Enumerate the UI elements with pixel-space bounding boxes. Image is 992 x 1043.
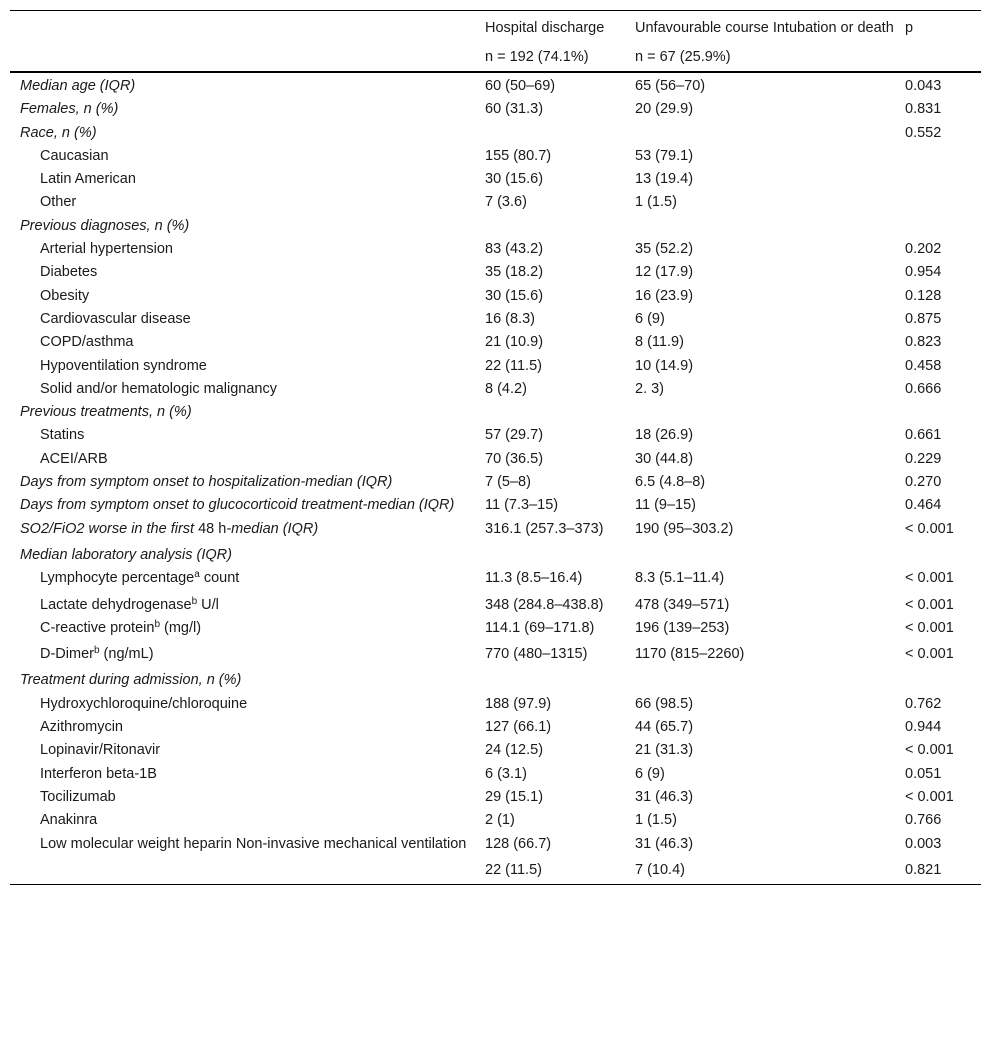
value-unfavourable: 11 (9–15) <box>635 497 696 514</box>
p-value: 0.821 <box>895 856 981 885</box>
row-label <box>10 591 475 617</box>
table-row <box>10 471 981 494</box>
value-unfavourable: 13 (19.4) <box>635 171 694 188</box>
value-unfavourable: 30 (44.8) <box>635 450 694 467</box>
value-unfavourable: 8.3 (5.1–11.4) <box>635 570 725 587</box>
value-unfavourable: 31 (46.3) <box>635 835 694 852</box>
value-discharge: 11.3 (8.5–16.4) <box>485 570 583 587</box>
value-unfavourable: 478 (349–571) <box>635 596 730 613</box>
table-row <box>10 786 981 809</box>
p-value: 0.823 <box>905 334 942 351</box>
header-unfavourable-course: Unfavourable course Intubation or death <box>625 11 895 39</box>
table-row <box>10 355 981 378</box>
p-value: < 0.001 <box>905 570 954 587</box>
row-label: Azithromycin <box>40 719 123 736</box>
value-unfavourable: 1170 (815–2260) <box>635 646 745 663</box>
value-unfavourable: 65 (56–70) <box>635 78 706 94</box>
table-row <box>10 617 981 640</box>
header-hospital-discharge: Hospital discharge <box>475 11 625 39</box>
p-value: < 0.001 <box>905 788 954 805</box>
p-value: 0.552 <box>905 124 942 141</box>
value-discharge: 29 (15.1) <box>485 788 544 805</box>
p-value: 0.464 <box>905 497 942 514</box>
row-label: Hypoventilation syndrome <box>40 357 207 374</box>
value-unfavourable: 44 (65.7) <box>635 719 694 736</box>
header-p-value: p <box>895 11 981 39</box>
value-unfavourable: 2. 3) <box>635 380 665 397</box>
value-unfavourable: 18 (26.9) <box>635 427 694 444</box>
value-unfavourable: 35 (52.2) <box>635 241 694 258</box>
p-value: 0.762 <box>905 695 942 712</box>
value-discharge: 21 (10.9) <box>485 334 544 351</box>
row-label <box>10 567 475 590</box>
table-row <box>10 98 981 121</box>
table-row <box>10 215 981 238</box>
value-discharge: 114.1 (69–171.8) <box>485 619 595 636</box>
p-value: 0.875 <box>905 310 942 327</box>
table-row <box>10 856 981 885</box>
table-row <box>10 401 981 424</box>
value-discharge: 6 (3.1) <box>485 765 527 782</box>
value-discharge: 22 (11.5) <box>485 357 542 374</box>
table-row <box>10 261 981 284</box>
footnote-marker: b <box>154 618 160 630</box>
table-row <box>10 541 981 567</box>
table-row <box>10 809 981 832</box>
p-value: < 0.001 <box>905 596 954 613</box>
table-row <box>10 168 981 191</box>
value-unfavourable: 190 (95–303.2) <box>635 520 734 537</box>
label-part: count <box>199 570 240 587</box>
header-n-unfavourable: n = 67 (25.9%) <box>625 39 895 73</box>
row-label: Treatment during admission, n (%) <box>20 672 242 689</box>
value-unfavourable: 196 (139–253) <box>635 619 730 636</box>
row-label <box>10 640 475 666</box>
row-label: Interferon beta-1B <box>40 765 157 782</box>
value-discharge: 7 (3.6) <box>485 194 527 211</box>
value-discharge: 128 (66.7) <box>485 835 552 852</box>
p-value: 0.003 <box>905 835 942 852</box>
value-discharge: 30 (15.6) <box>485 171 544 188</box>
label-part: SO2/FiO2 worse in the first <box>20 520 195 537</box>
table-row <box>10 378 981 401</box>
header-n-discharge: n = 192 (74.1%) <box>475 39 625 73</box>
label-part: -median (IQR) <box>226 520 319 537</box>
table-row <box>10 331 981 354</box>
row-label: Median laboratory analysis (IQR) <box>20 546 232 563</box>
p-value: 0.661 <box>905 427 942 444</box>
p-value: < 0.001 <box>905 646 954 663</box>
value-discharge: 30 (15.6) <box>485 287 544 304</box>
row-label: Low molecular weight heparin Non-invasive mechanical ventilation <box>40 835 467 852</box>
row-label: Hydroxychloroquine/chloroquine <box>40 695 248 712</box>
row-label: Latin American <box>40 171 136 188</box>
table-row <box>10 518 981 541</box>
footnote-marker: a <box>194 569 200 581</box>
value-unfavourable: 53 (79.1) <box>635 147 694 164</box>
row-label: Median age (IQR) <box>20 78 136 94</box>
value-discharge: 11 (7.3–15) <box>485 497 559 514</box>
row-label: COPD/asthma <box>40 334 134 351</box>
value-unfavourable: 16 (23.9) <box>635 287 694 304</box>
table-row <box>10 763 981 786</box>
row-label: Lopinavir/Ritonavir <box>40 742 161 759</box>
value-unfavourable: 31 (46.3) <box>635 788 694 805</box>
value-unfavourable: 6 (9) <box>635 765 665 782</box>
value-discharge: 60 (31.3) <box>485 101 544 118</box>
p-value: < 0.001 <box>905 742 954 759</box>
value-unfavourable: 20 (29.9) <box>635 101 694 118</box>
value-unfavourable: 8 (11.9) <box>635 334 684 351</box>
label-part: (mg/l) <box>160 619 202 636</box>
row-label: Females, n (%) <box>20 101 119 118</box>
table-row <box>10 448 981 471</box>
table-row <box>10 238 981 261</box>
table-row <box>10 716 981 739</box>
table-row <box>10 122 981 145</box>
row-label: Race, n (%) <box>20 124 97 141</box>
table-row <box>10 567 981 590</box>
table-row <box>10 693 981 716</box>
value-discharge: 60 (50–69) <box>485 78 556 94</box>
row-label: Previous diagnoses, n (%) <box>20 217 190 234</box>
row-label: Other <box>40 194 77 211</box>
header-variable <box>10 11 475 39</box>
row-label: Tocilizumab <box>40 788 116 805</box>
row-label: Anakinra <box>40 812 98 829</box>
p-value: 0.128 <box>905 287 942 304</box>
row-label: Obesity <box>40 287 90 304</box>
value-unfavourable: 1 (1.5) <box>635 194 677 211</box>
header-n-row <box>10 39 981 73</box>
table-row <box>10 833 981 856</box>
value-unfavourable: 1 (1.5) <box>635 812 677 829</box>
row-label: Days from symptom onset to glucocorticoid treatment-median (IQR) <box>20 497 455 514</box>
value-discharge: 770 (480–1315) <box>485 646 588 663</box>
label-part: 48 h <box>194 520 227 537</box>
row-label: Statins <box>40 427 85 444</box>
row-label <box>10 518 475 541</box>
p-value: 0.051 <box>905 765 942 782</box>
label-part: C-reactive protein <box>40 619 155 636</box>
label-part: Lactate dehydrogenase <box>40 596 192 613</box>
row-label: Arterial hypertension <box>40 241 173 258</box>
table-row <box>10 72 981 98</box>
table-row <box>10 591 981 617</box>
value-discharge: 7 (5–8) <box>485 474 531 491</box>
table-row <box>10 424 981 447</box>
value-discharge: 2 (1) <box>485 812 515 829</box>
table-row <box>10 285 981 308</box>
footnote-marker: b <box>191 595 198 607</box>
label-part: D-Dimer <box>40 646 94 663</box>
p-value: 0.229 <box>905 450 942 467</box>
p-value: 0.766 <box>905 812 942 829</box>
value-discharge: 127 (66.1) <box>485 719 552 736</box>
row-label: Days from symptom onset to hospitalization-median (IQR) <box>20 474 393 491</box>
value-discharge: 57 (29.7) <box>485 427 544 444</box>
value-discharge: 35 (18.2) <box>485 264 544 281</box>
value-discharge: 70 (36.5) <box>485 450 544 467</box>
p-value: 0.270 <box>905 474 942 491</box>
table-row <box>10 145 981 168</box>
row-label: Solid and/or hematologic malignancy <box>40 380 277 397</box>
p-value: 0.202 <box>905 241 942 258</box>
value-unfavourable: 12 (17.9) <box>635 264 694 281</box>
value-unfavourable: 7 (10.4) <box>625 856 895 885</box>
row-label: ACEI/ARB <box>40 450 108 467</box>
value-discharge: 188 (97.9) <box>485 695 552 712</box>
label-part: (ng/mL) <box>99 646 154 663</box>
value-discharge: 155 (80.7) <box>485 147 552 164</box>
p-value: 0.458 <box>905 357 942 374</box>
row-label: Caucasian <box>40 147 109 164</box>
table-row <box>10 308 981 331</box>
table-row <box>10 666 981 692</box>
header-row <box>10 11 981 39</box>
value-unfavourable: 66 (98.5) <box>635 695 694 712</box>
p-value: < 0.001 <box>905 619 954 636</box>
table-row <box>10 191 981 214</box>
value-discharge: 22 (11.5) <box>475 856 625 885</box>
value-discharge: 8 (4.2) <box>485 380 527 397</box>
p-value: 0.944 <box>905 719 942 736</box>
row-label: Previous treatments, n (%) <box>20 404 192 421</box>
p-value: 0.831 <box>905 101 942 118</box>
value-unfavourable: 21 (31.3) <box>635 742 694 759</box>
p-value: 0.043 <box>905 78 942 94</box>
p-value: < 0.001 <box>905 520 954 537</box>
value-discharge: 16 (8.3) <box>485 310 535 327</box>
table-row <box>10 640 981 666</box>
p-value: 0.666 <box>905 380 942 397</box>
value-unfavourable: 6 (9) <box>635 310 665 327</box>
value-discharge: 348 (284.8–438.8) <box>485 596 604 613</box>
table-row <box>10 494 981 517</box>
footnote-marker: b <box>93 645 100 657</box>
row-label: Cardiovascular disease <box>40 310 191 327</box>
value-unfavourable: 6.5 (4.8–8) <box>635 474 706 491</box>
label-part: Lymphocyte percentage <box>40 570 195 587</box>
table-container <box>10 10 981 885</box>
table-row <box>10 739 981 762</box>
clinical-characteristics-table <box>10 10 981 885</box>
p-value: 0.954 <box>905 264 942 281</box>
label-part: U/l <box>197 596 219 613</box>
value-discharge: 24 (12.5) <box>485 742 544 759</box>
row-label: Diabetes <box>40 264 98 281</box>
row-label <box>10 617 475 640</box>
value-discharge: 83 (43.2) <box>485 241 544 258</box>
value-unfavourable: 10 (14.9) <box>635 357 694 374</box>
value-discharge: 316.1 (257.3–373) <box>485 520 604 537</box>
